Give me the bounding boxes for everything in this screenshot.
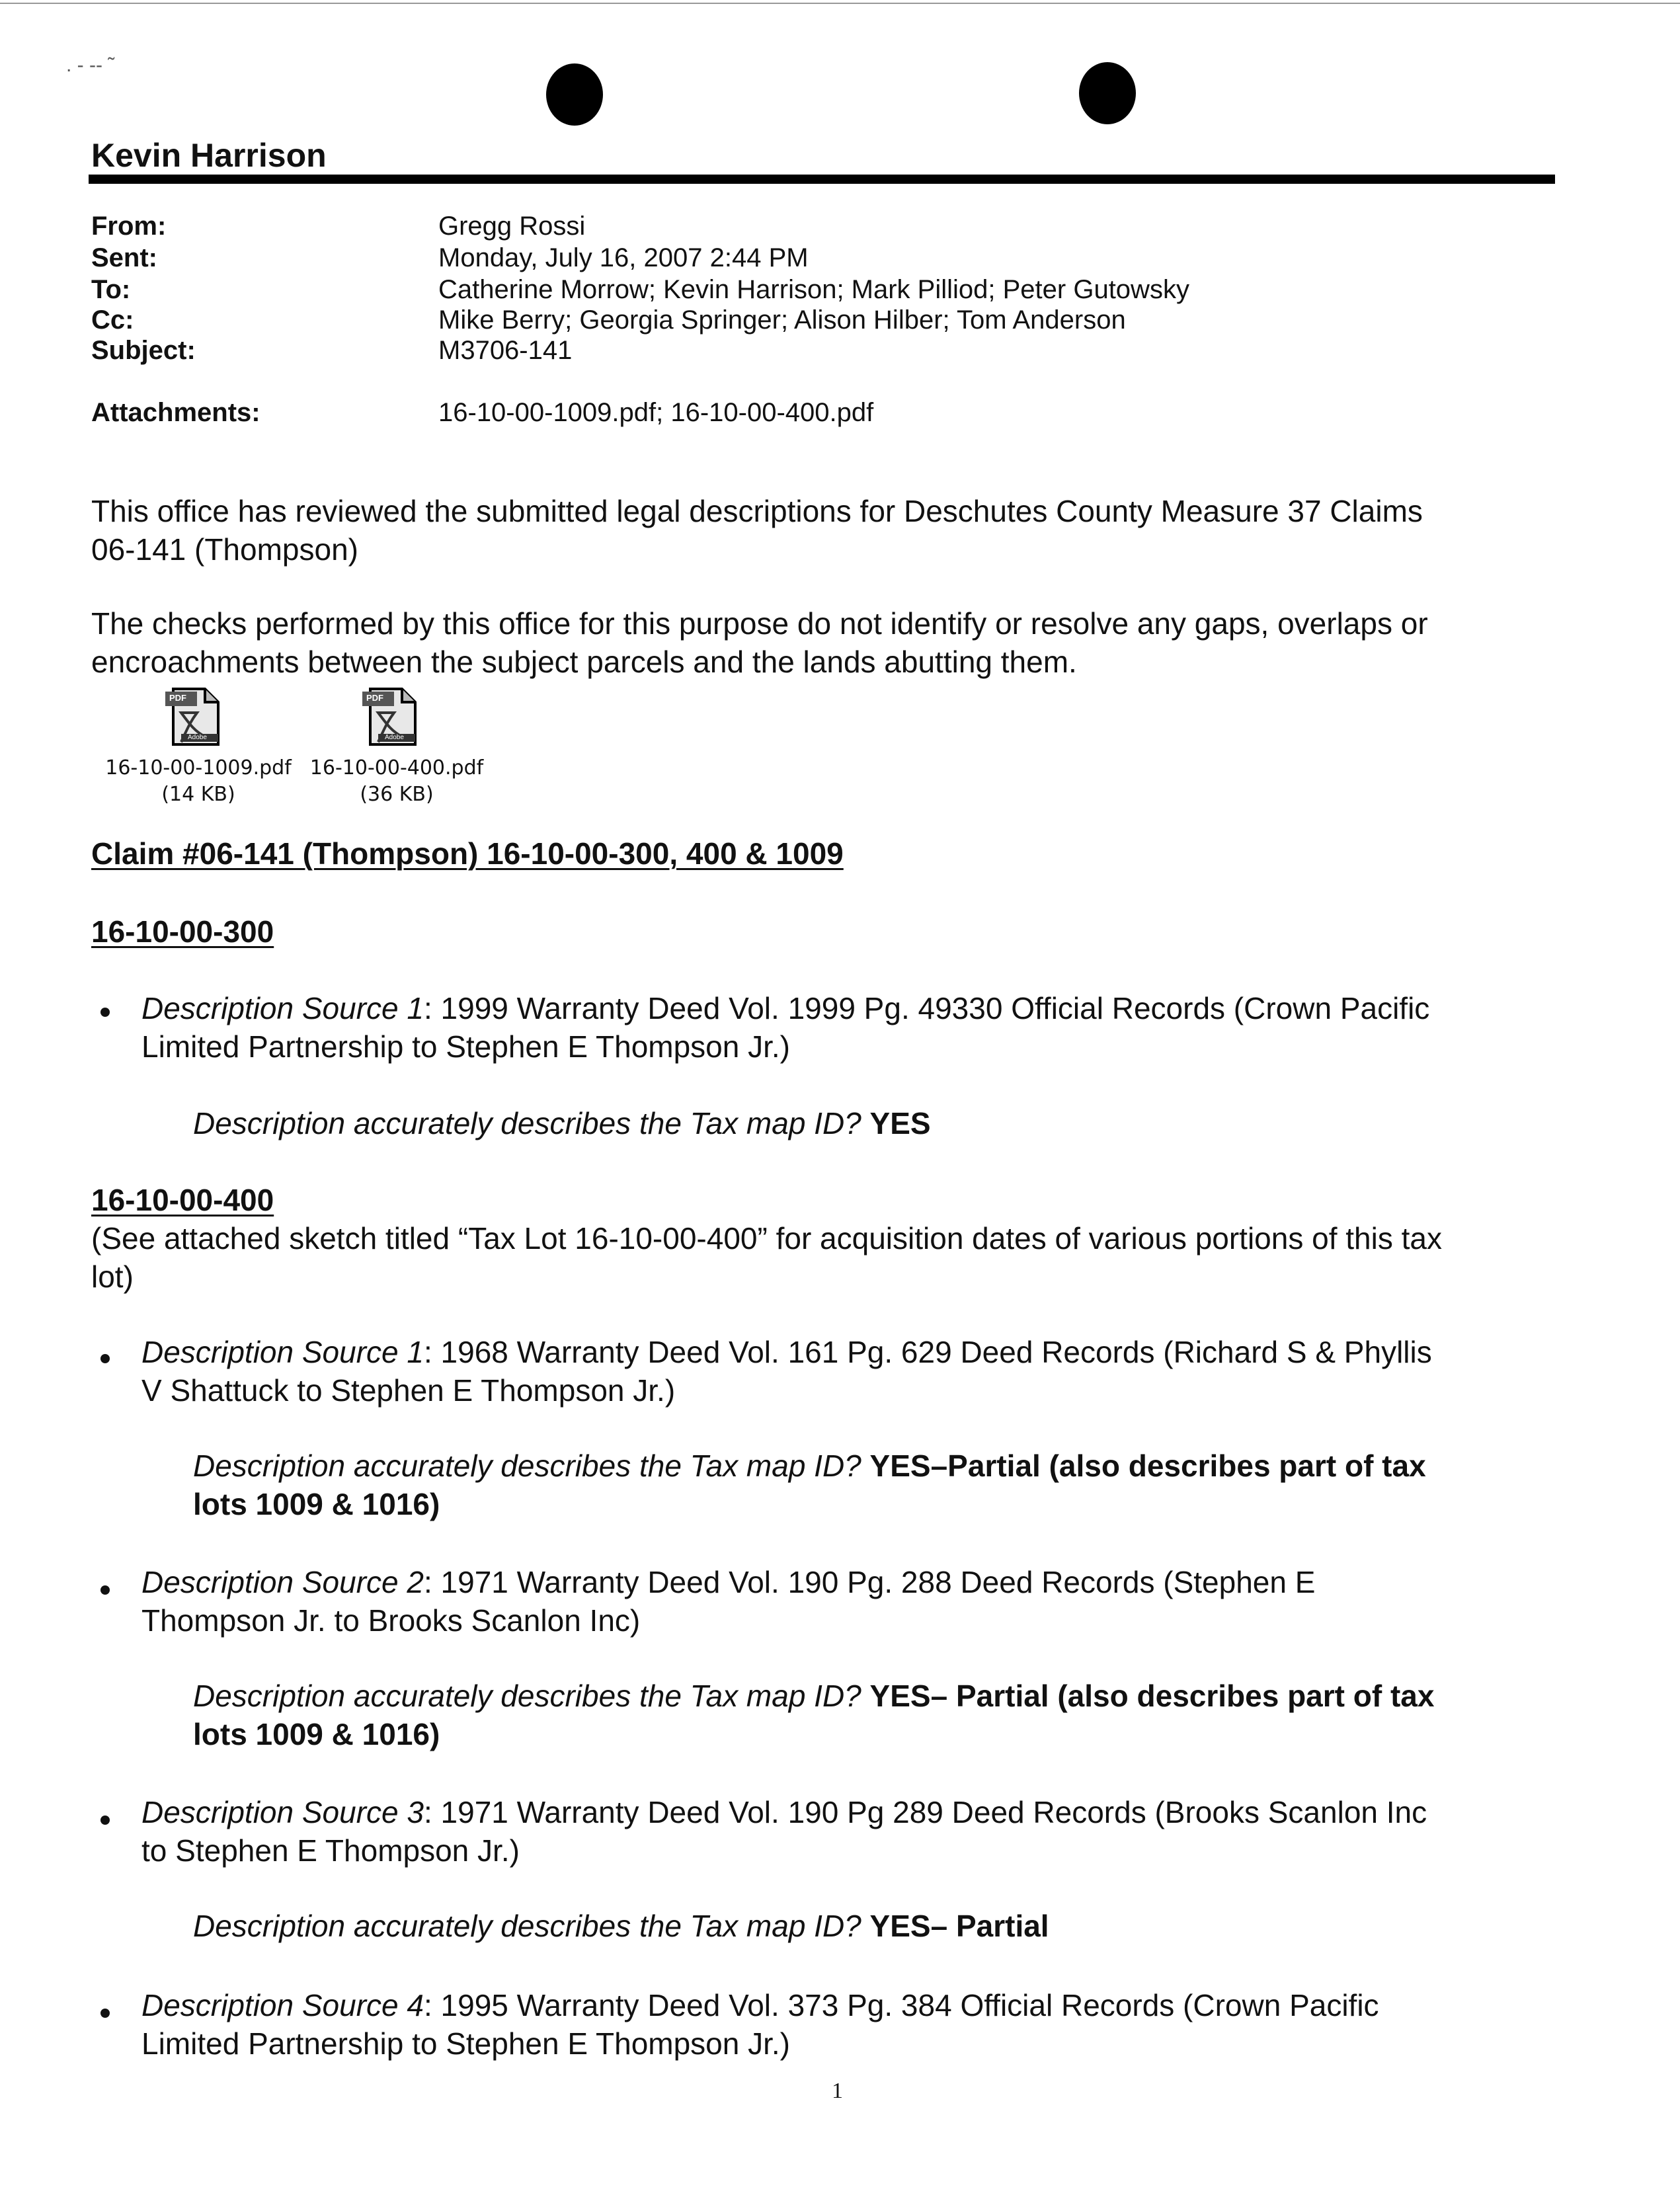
- source-text: : 1995 Warranty Deed Vol. 373 Pg. 384 Official Records (Crown Pacific: [423, 1988, 1379, 2022]
- scan-edge-line: [0, 3, 1680, 4]
- intro-paragraph-1: [91, 492, 1423, 569]
- attachment-filename: 16-10-00-400.pdf: [309, 756, 484, 779]
- pdf-brand-label: Adobe: [188, 734, 207, 741]
- lot-300-source-1: [141, 989, 1429, 1066]
- intro-paragraph-2: [91, 604, 1428, 681]
- intro-p1-line1: This office has reviewed the submitted legal descriptions for Deschutes County Measure 37 Claims: [91, 494, 1423, 528]
- header-rule: [89, 175, 1555, 184]
- note-line1: (See attached sketch titled “Tax Lot 16-10-00-400” for acquisition dates of various portions of this tax: [91, 1221, 1443, 1256]
- source-text: : 1999 Warranty Deed Vol. 1999 Pg. 49330 Official Records (Crown Pacific: [423, 991, 1430, 1025]
- cc-value: Mike Berry; Georgia Springer; Alison Hilber; Tom Anderson: [438, 305, 1126, 335]
- source-text-cont: Limited Partnership to Stephen E Thompson Jr.): [141, 1029, 791, 1064]
- to-value: Catherine Morrow; Kevin Harrison; Mark Pilliod; Peter Gutowsky: [438, 275, 1189, 304]
- source-text: : 1968 Warranty Deed Vol. 161 Pg. 629 Deed Records (Richard S & Phyllis: [423, 1335, 1432, 1369]
- attachment-pdf-1009[interactable]: [165, 684, 229, 750]
- source-label: Description Source 1: [141, 1335, 424, 1369]
- check-answer-cont: lots 1009 & 1016): [193, 1717, 440, 1751]
- source-label: Description Source 3: [141, 1795, 424, 1829]
- bullet: [100, 1354, 110, 1363]
- claim-title: Claim #06-141 (Thompson) 16-10-00-300, 400 & 1009: [91, 836, 844, 871]
- scan-speck: . - -- ˜: [66, 54, 115, 76]
- lot-400-source-4: [141, 1986, 1379, 2063]
- pdf-brand-label: Adobe: [385, 734, 404, 741]
- source-text-cont: V Shattuck to Stephen E Thompson Jr.): [141, 1373, 676, 1408]
- subject-value: M3706-141: [438, 336, 573, 365]
- sent-label: Sent:: [91, 243, 157, 272]
- mailbox-owner-name: Kevin Harrison: [91, 137, 327, 174]
- source-text-cont: to Stephen E Thompson Jr.): [141, 1833, 520, 1868]
- bullet: [100, 1008, 110, 1017]
- bullet: [100, 2009, 110, 2018]
- from-label: From:: [91, 212, 167, 241]
- check-answer-cont: lots 1009 & 1016): [193, 1487, 440, 1521]
- check-answer: YES– Partial (also describes part of tax: [869, 1679, 1435, 1713]
- attachments-label: Attachments:: [91, 398, 260, 427]
- sent-value: Monday, July 16, 2007 2:44 PM: [438, 243, 809, 272]
- from-value: Gregg Rossi: [438, 212, 586, 241]
- lot-400-check-2: [193, 1677, 1434, 1753]
- source-label: Description Source 1: [141, 991, 424, 1025]
- note-line2: lot): [91, 1259, 134, 1294]
- intro-p2-line2: encroachments between the subject parcels and the lands abutting them.: [91, 645, 1077, 679]
- attachments-value: 16-10-00-1009.pdf; 16-10-00-400.pdf: [438, 398, 874, 427]
- source-text: : 1971 Warranty Deed Vol. 190 Pg 289 Deed Records (Brooks Scanlon Inc: [423, 1795, 1427, 1829]
- lot-400-source-3: [141, 1793, 1427, 1870]
- source-text: : 1971 Warranty Deed Vol. 190 Pg. 288 Deed Records (Stephen E: [423, 1565, 1316, 1599]
- attachment-caption-400[interactable]: [301, 755, 493, 808]
- lot-400-heading: 16-10-00-400: [91, 1183, 274, 1217]
- bullet: [100, 1816, 110, 1825]
- lot-400-source-1: [141, 1333, 1432, 1410]
- intro-p2-line1: The checks performed by this office for this purpose do not identify or resolve any gaps, overlaps or: [91, 606, 1428, 641]
- source-label: Description Source 2: [141, 1565, 424, 1599]
- bullet: [100, 1585, 110, 1595]
- lot-400-check-3: [193, 1907, 1049, 1945]
- attachment-filesize: (14 KB): [161, 783, 235, 806]
- source-text-cont: Thompson Jr. to Brooks Scanlon Inc): [141, 1603, 641, 1638]
- lot-400-source-2: [141, 1563, 1315, 1640]
- hole-punch-left: [546, 63, 603, 126]
- check-answer: YES– Partial: [869, 1909, 1049, 1943]
- attachment-filename: 16-10-00-1009.pdf: [105, 756, 292, 779]
- source-label: Description Source 4: [141, 1988, 424, 2022]
- pdf-tag-label: PDF: [366, 693, 383, 703]
- check-question: Description accurately describes the Tax map ID?: [193, 1679, 861, 1713]
- check-question: Description accurately describes the Tax map ID?: [193, 1449, 861, 1483]
- lot-400-check-1: [193, 1447, 1426, 1523]
- attachment-pdf-400[interactable]: [362, 684, 426, 750]
- check-question: Description accurately describes the Tax map ID?: [193, 1909, 861, 1943]
- cc-label: Cc:: [91, 305, 134, 335]
- check-answer: YES–Partial (also describes part of tax: [869, 1449, 1426, 1483]
- intro-p1-line2: 06-141 (Thompson): [91, 532, 358, 567]
- attachment-filesize: (36 KB): [360, 783, 434, 806]
- lot-300-heading: 16-10-00-300: [91, 914, 274, 949]
- lot-300-check-1: [193, 1104, 931, 1142]
- check-question: Description accurately describes the Tax map ID?: [193, 1106, 861, 1140]
- page-number: 1: [832, 2079, 843, 2103]
- hole-punch-right: [1079, 62, 1136, 124]
- pdf-tag-label: PDF: [169, 693, 186, 703]
- check-answer: YES: [869, 1106, 931, 1140]
- subject-label: Subject:: [91, 336, 196, 365]
- source-text-cont: Limited Partnership to Stephen E Thompson Jr.): [141, 2026, 791, 2061]
- to-label: To:: [91, 275, 131, 304]
- attachment-caption-1009[interactable]: [99, 755, 298, 808]
- lot-400-note: [91, 1219, 1442, 1296]
